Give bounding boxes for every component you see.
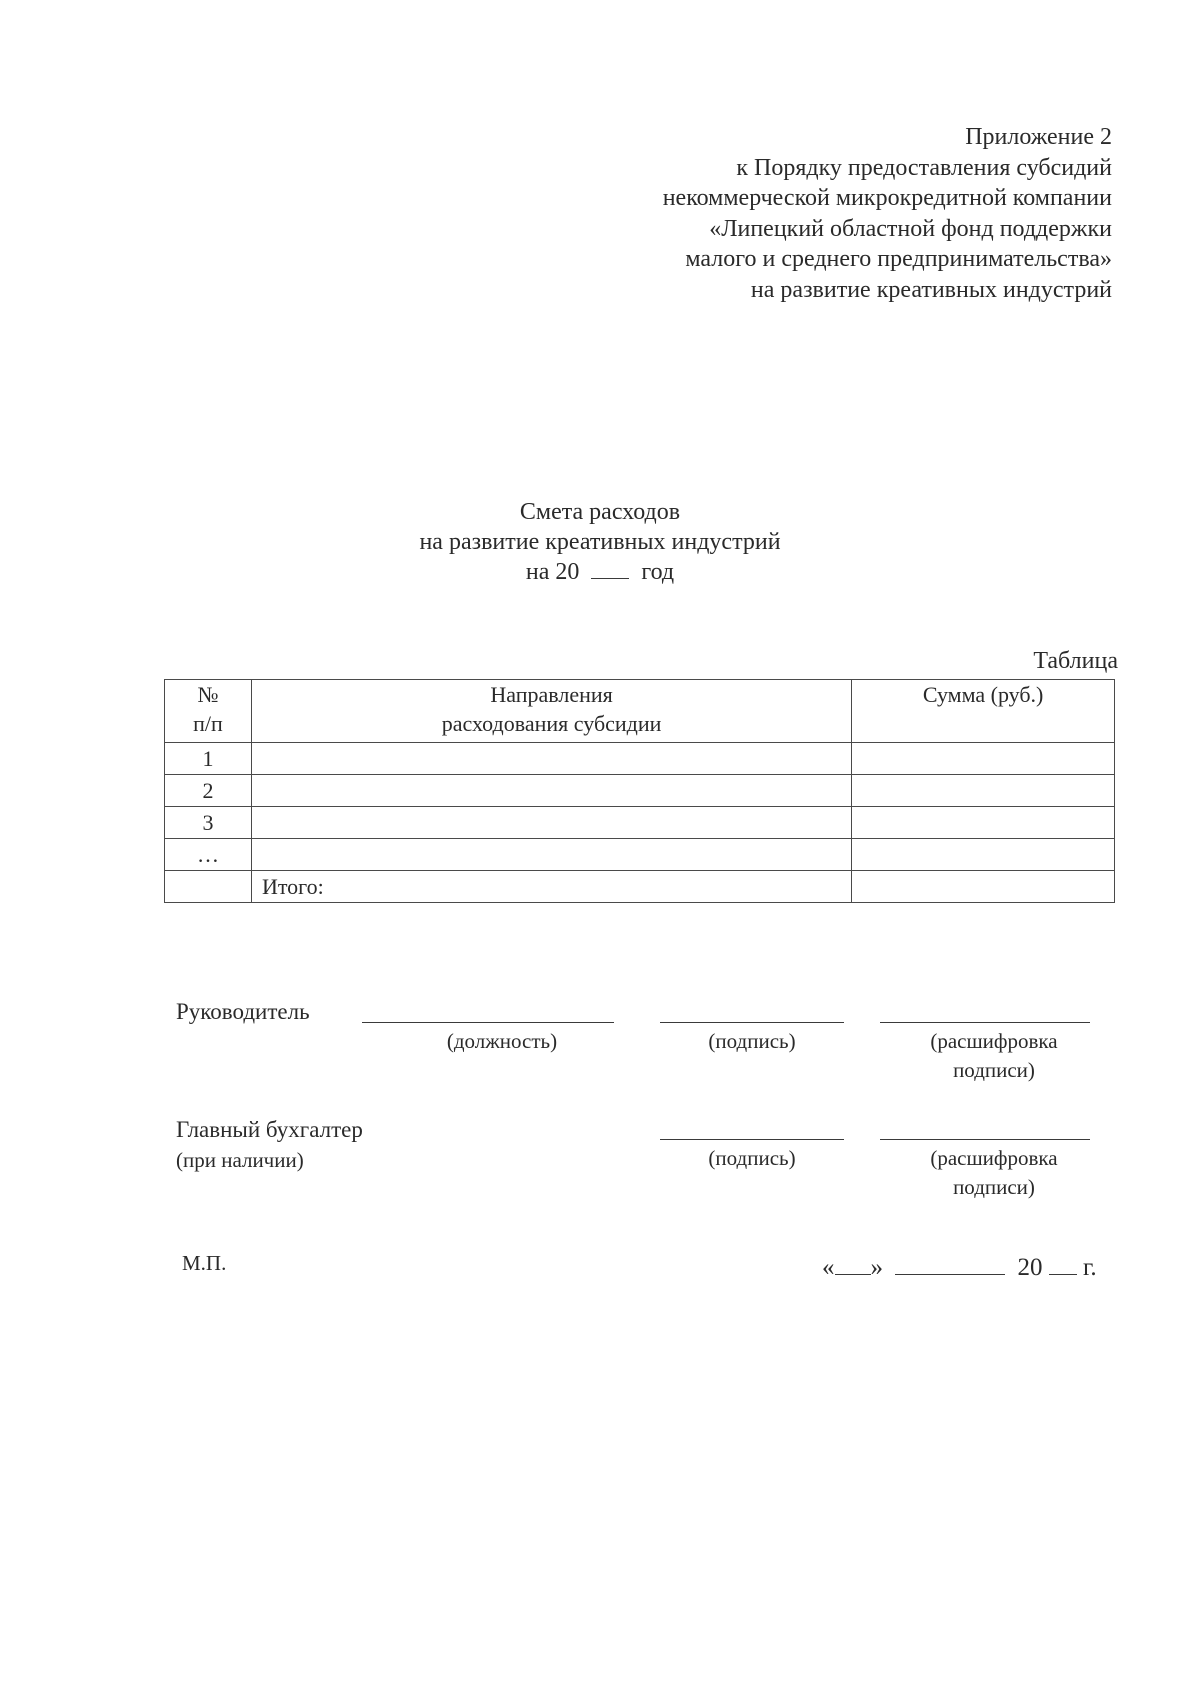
head-position-line[interactable] xyxy=(362,1022,614,1023)
total-sum[interactable] xyxy=(852,871,1115,903)
row-sum[interactable] xyxy=(852,807,1115,839)
header-line: Приложение 2 xyxy=(965,124,1112,150)
total-label: Итого: xyxy=(251,871,851,903)
accountant-decode-hint xyxy=(896,1144,1092,1202)
header-direction xyxy=(251,680,851,743)
accountant-signature-line[interactable] xyxy=(660,1139,844,1140)
row-number: 3 xyxy=(165,807,252,839)
row-number: 2 xyxy=(165,775,252,807)
table-row xyxy=(165,775,1115,807)
header-direction-line-2: расходования субсидии xyxy=(441,711,662,736)
row-direction[interactable] xyxy=(251,839,851,871)
accountant-label-line-2: (при наличии) xyxy=(176,1148,304,1172)
table-row xyxy=(165,807,1115,839)
date-year-prefix: 20 xyxy=(1017,1254,1043,1281)
row-direction[interactable] xyxy=(251,807,851,839)
table-total-row xyxy=(165,871,1115,903)
accountant-label xyxy=(176,1115,363,1175)
stamp-place: М.П. xyxy=(182,1251,227,1275)
decode-hint xyxy=(896,1027,1092,1085)
position-hint: (должность) xyxy=(446,1029,558,1053)
title-line-1: Смета расходов xyxy=(519,499,681,525)
header-num xyxy=(165,680,252,743)
header-num-line-2: п/п xyxy=(193,711,223,736)
document-title xyxy=(0,497,1200,587)
title-line-3 xyxy=(0,557,1200,587)
header-line: некоммерческой микрокредитной компании xyxy=(662,185,1112,211)
date-line xyxy=(822,1252,1097,1282)
header-sum xyxy=(852,680,1115,743)
title-year-suffix: год xyxy=(641,559,675,585)
year-blank xyxy=(591,558,629,579)
title-year-prefix: на 20 xyxy=(525,559,580,585)
expense-table xyxy=(164,679,1115,903)
header-line: «Липецкий областной фонд поддержки xyxy=(709,215,1112,242)
appendix-header xyxy=(552,122,1112,305)
date-suffix: г. xyxy=(1083,1254,1097,1281)
row-sum[interactable] xyxy=(852,743,1115,775)
accountant-decode-hint-line-1: (расшифровка xyxy=(930,1146,1058,1170)
row-direction[interactable] xyxy=(251,775,851,807)
accountant-decode-hint-line-2: подписи) xyxy=(953,1175,1035,1199)
date-open-quote: « xyxy=(822,1254,835,1281)
decode-hint-line-2: подписи) xyxy=(953,1058,1035,1082)
table-caption: Таблица xyxy=(1033,648,1118,674)
accountant-decode-line[interactable] xyxy=(880,1139,1090,1140)
header-line: к Порядку предоставления субсидий xyxy=(736,154,1112,181)
row-direction[interactable] xyxy=(251,743,851,775)
header-direction-line-1: Направления xyxy=(490,682,613,707)
accountant-signature-hint: (подпись) xyxy=(708,1146,796,1170)
decode-hint-line-1: (расшифровка xyxy=(930,1029,1058,1053)
month-blank[interactable] xyxy=(895,1252,1005,1275)
table-row xyxy=(165,743,1115,775)
head-signature-line[interactable] xyxy=(660,1022,844,1023)
row-sum[interactable] xyxy=(852,839,1115,871)
date-close-quote: » xyxy=(870,1254,883,1281)
row-sum[interactable] xyxy=(852,775,1115,807)
head-label: Руководитель xyxy=(176,999,310,1024)
row-number: … xyxy=(165,839,252,871)
header-num-line-1: № xyxy=(197,682,219,707)
header-sum-label: Сумма (руб.) xyxy=(922,682,1044,707)
signature-hint: (подпись) xyxy=(708,1029,796,1053)
table-header-row xyxy=(165,680,1115,743)
day-blank[interactable] xyxy=(835,1252,871,1275)
accountant-label-line-1: Главный бухгалтер xyxy=(176,1117,363,1142)
head-decode-line[interactable] xyxy=(880,1022,1090,1023)
table-row xyxy=(165,839,1115,871)
total-number xyxy=(165,871,252,903)
header-line: на развитие креативных индустрий xyxy=(750,276,1112,303)
row-number: 1 xyxy=(165,743,252,775)
header-line: малого и среднего предпринимательства» xyxy=(685,246,1112,272)
year-blank-footer[interactable] xyxy=(1049,1252,1077,1275)
title-line-2: на развитие креативных индустрий xyxy=(419,529,781,555)
